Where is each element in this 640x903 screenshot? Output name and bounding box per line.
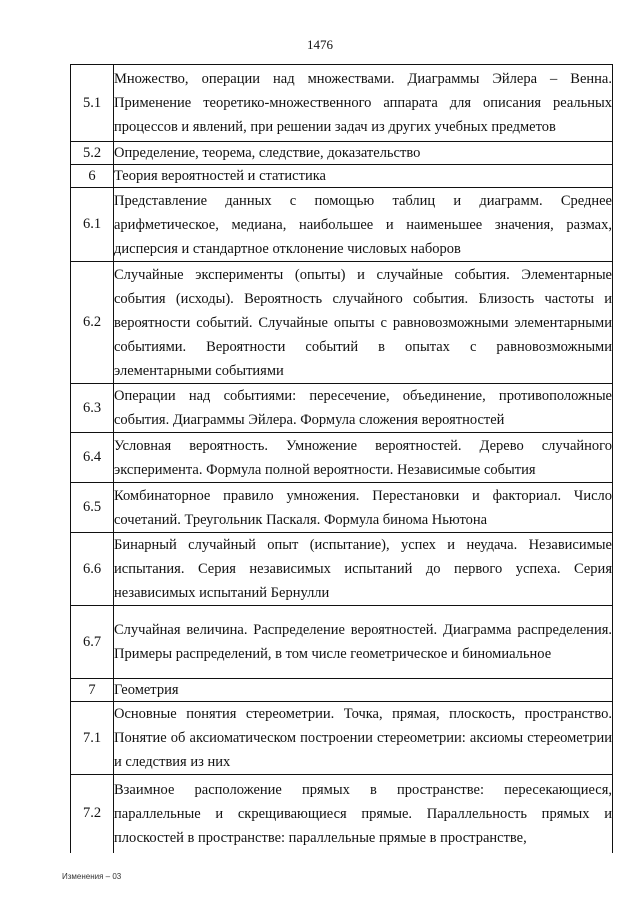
- section-number: 5.2: [71, 142, 114, 165]
- section-number: 7.2: [71, 775, 114, 853]
- section-number: 7.1: [71, 702, 114, 775]
- section-text: Основные понятия стереометрии. Точка, прямая, плоскость, пространство. Понятие об аксиоматическом построении стереометрии: аксиомы стереометрии и следствия из них: [114, 702, 613, 775]
- table-row: [71, 384, 613, 433]
- table-row: [71, 65, 613, 142]
- section-text: Взаимное расположение прямых в пространстве: пересекающиеся, параллельные и скрещивающиеся прямые. Параллельность прямых и плоскостей в пространстве: параллельные прямые в пространстве,: [114, 775, 613, 853]
- table-row: [71, 702, 613, 775]
- section-text: Случайная величина. Распределение вероятностей. Диаграмма распределения. Примеры распределений, в том числе геометрическое и биномиальное: [114, 606, 613, 679]
- section-text: Бинарный случайный опыт (испытание), успех и неудача. Независимые испытания. Серия независимых испытаний до первого успеха. Серия независимых испытаний Бернулли: [114, 533, 613, 606]
- section-text: Геометрия: [114, 679, 613, 702]
- page-number: 1476: [307, 37, 333, 52]
- footer-note: Изменения – 03: [62, 872, 122, 881]
- table-row: [71, 262, 613, 384]
- section-number: 5.1: [71, 65, 114, 142]
- section-text: Множество, операции над множествами. Диаграммы Эйлера – Венна. Применение теоретико-множественного аппарата для описания реальных процессов и явлений, при решении задач из других учебных предметов: [114, 65, 613, 142]
- table-row: [71, 165, 613, 188]
- section-number: 6.3: [71, 384, 114, 433]
- section-text: Комбинаторное правило умножения. Перестановки и факториал. Число сочетаний. Треугольник Паскаля. Формула бинома Ньютона: [114, 483, 613, 533]
- table-row: [71, 679, 613, 702]
- table-row: [71, 483, 613, 533]
- section-text: Случайные эксперименты (опыты) и случайные события. Элементарные события (исходы). Вероятность случайного события. Близость частоты и вероятности событий. Случайные опыты с равновозможными элементарными событиями. Вероятности событий в опытах с равновозможными элементарными событиями: [114, 262, 613, 384]
- section-text: Операции над событиями: пересечение, объединение, противоположные события. Диаграммы Эйлера. Формула сложения вероятностей: [114, 384, 613, 433]
- section-number: 6: [71, 165, 114, 188]
- section-number: 6.6: [71, 533, 114, 606]
- section-number: 6.7: [71, 606, 114, 679]
- section-text: Определение, теорема, следствие, доказательство: [114, 142, 613, 165]
- table-row: [71, 188, 613, 262]
- table-row: [71, 142, 613, 165]
- table-row: [71, 433, 613, 483]
- section-number: 6.2: [71, 262, 114, 384]
- table-row: [71, 606, 613, 679]
- section-text: Условная вероятность. Умножение вероятностей. Дерево случайного эксперимента. Формула полной вероятности. Независимые события: [114, 433, 613, 483]
- table-row: [71, 775, 613, 853]
- section-text: Представление данных с помощью таблиц и диаграмм. Среднее арифметическое, медиана, наибольшее и наименьшее значения, размах, дисперсия и стандартное отклонение числовых наборов: [114, 188, 613, 262]
- section-number: 7: [71, 679, 114, 702]
- section-number: 6.4: [71, 433, 114, 483]
- section-text: Теория вероятностей и статистика: [114, 165, 613, 188]
- section-number: 6.1: [71, 188, 114, 262]
- table-row: [71, 533, 613, 606]
- section-number: 6.5: [71, 483, 114, 533]
- curriculum-table: [70, 64, 613, 853]
